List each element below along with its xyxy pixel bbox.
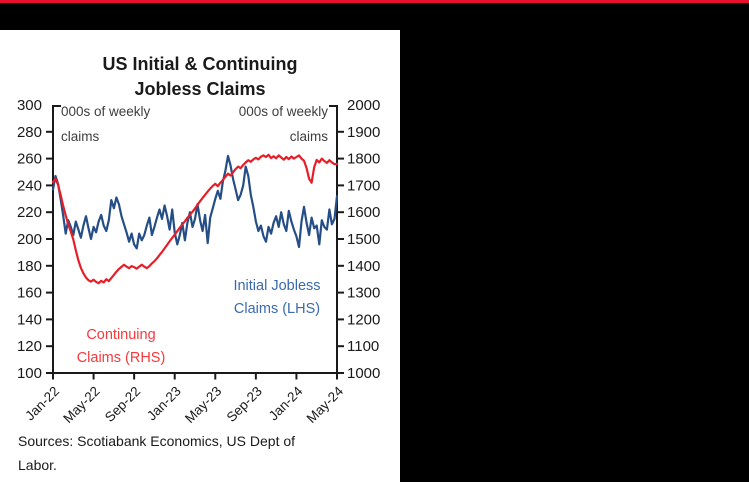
x-axis-tick-label: Sep-22 bbox=[101, 383, 144, 425]
y-axis-right-tick-label: 1800 bbox=[347, 150, 381, 168]
legend-initial-line2: Claims (LHS) bbox=[233, 301, 321, 317]
source-note-line1: Sources: Scotiabank Economics, US Dept of bbox=[18, 433, 296, 449]
left-axis-units bbox=[61, 99, 150, 149]
y-axis-left-tick-label: 160 bbox=[16, 284, 42, 302]
left-axis-units-line2: claims bbox=[61, 129, 100, 144]
source-note-line2: Labor. bbox=[18, 457, 57, 473]
legend-initial-claims bbox=[192, 275, 362, 321]
y-axis-left-tick-label: 180 bbox=[16, 257, 42, 275]
y-axis-right-tick-label: 1900 bbox=[347, 123, 381, 141]
x-axis-tick-label: Jan-22 bbox=[22, 383, 63, 424]
legend-continuing-claims bbox=[36, 324, 206, 370]
legend-initial-line1: Initial Jobless bbox=[233, 278, 321, 294]
right-axis-units-line1: 000s of weekly bbox=[238, 104, 328, 119]
x-axis-tick-label: Sep-23 bbox=[223, 383, 265, 425]
y-axis-right-tick-label: 1000 bbox=[347, 365, 381, 382]
y-axis-left-tick-label: 240 bbox=[16, 177, 42, 195]
y-axis-left-tick-label: 120 bbox=[16, 338, 42, 356]
legend-continuing-line2: Claims (RHS) bbox=[76, 350, 166, 366]
y-axis-left-tick-label: 260 bbox=[16, 150, 42, 168]
right-axis-units-line2: claims bbox=[289, 129, 328, 144]
y-axis-right-tick-label: 1700 bbox=[347, 177, 381, 195]
y-axis-right-tick-label: 1100 bbox=[347, 338, 380, 356]
chart-canvas bbox=[0, 30, 400, 482]
chart-panel bbox=[0, 30, 400, 482]
x-axis-tick-label: May-23 bbox=[181, 383, 225, 426]
y-axis-right-tick-label: 1200 bbox=[347, 311, 381, 329]
y-axis-left-tick-label: 140 bbox=[16, 311, 42, 329]
y-axis-right-tick-label: 1400 bbox=[347, 257, 381, 275]
right-axis-units bbox=[239, 99, 328, 149]
top-red-rule bbox=[0, 0, 749, 3]
x-axis-tick-label: Jan-24 bbox=[265, 383, 306, 424]
x-axis-tick-label: Jan-23 bbox=[144, 383, 184, 424]
left-axis-units-line1: 000s of weekly bbox=[61, 104, 151, 119]
chart-title-line2: Jobless Claims bbox=[134, 79, 266, 99]
y-axis-right-tick-label: 1500 bbox=[347, 231, 381, 248]
y-axis-left-tick-label: 100 bbox=[16, 365, 42, 382]
chart-title-line1: US Initial & Continuing bbox=[102, 54, 298, 74]
legend-continuing-line1: Continuing bbox=[86, 327, 156, 343]
y-axis-right-tick-label: 1300 bbox=[347, 284, 381, 302]
series-initial-line bbox=[53, 156, 337, 249]
x-axis-tick-label: May-24 bbox=[303, 383, 347, 426]
y-axis-right-tick-label: 2000 bbox=[347, 97, 381, 114]
y-axis-left-tick-label: 200 bbox=[16, 231, 42, 248]
y-axis-left-tick-label: 280 bbox=[16, 123, 42, 141]
y-axis-left-tick-label: 300 bbox=[16, 97, 42, 114]
source-note bbox=[18, 429, 388, 477]
y-axis-left-tick-label: 220 bbox=[16, 204, 42, 222]
x-axis-tick-label: May-22 bbox=[60, 383, 103, 426]
y-axis-right-tick-label: 1600 bbox=[347, 204, 381, 222]
